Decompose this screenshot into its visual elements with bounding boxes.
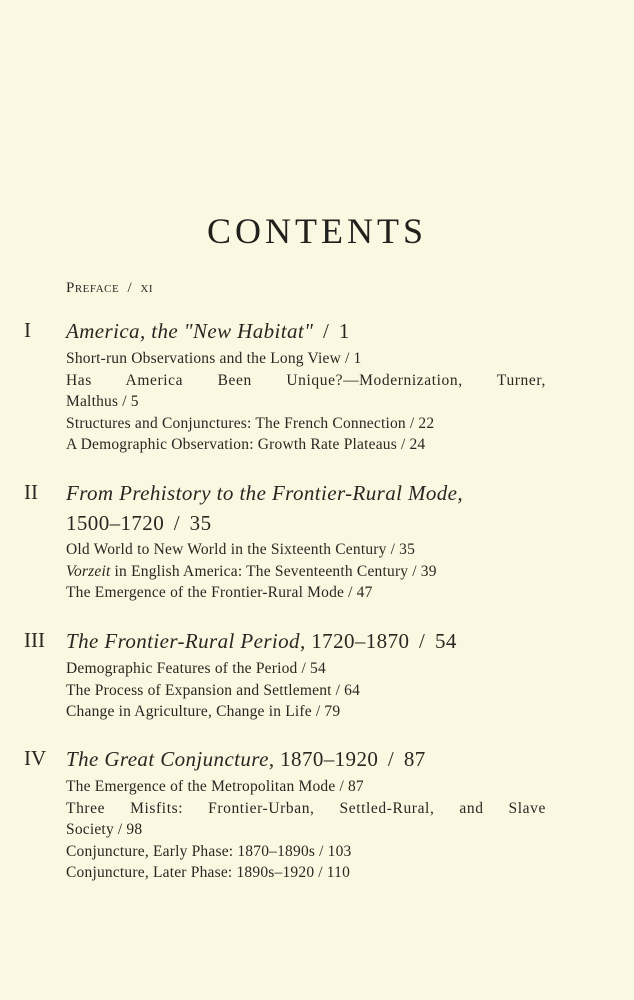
entry-page: 64 — [344, 681, 361, 699]
toc-entry — [66, 348, 546, 370]
chapter-entries — [66, 776, 546, 884]
page-separator: / — [301, 660, 306, 677]
entry-page: 24 — [409, 436, 426, 453]
page-separator: / — [323, 319, 330, 343]
chapter-entries — [66, 658, 546, 723]
chapter-heading — [66, 478, 546, 538]
entry-page: 47 — [356, 584, 373, 601]
entry-title: The Emergence of the Metropolitan Mode — [66, 778, 336, 795]
preface-entry — [66, 280, 153, 297]
preface-page: xi — [140, 280, 153, 296]
chapter-dates: 1870–1920 — [280, 747, 379, 771]
toc-entry — [66, 862, 546, 884]
chapter-heading — [66, 626, 546, 656]
entry-page: 79 — [324, 703, 341, 720]
page-separator: / — [409, 414, 415, 432]
toc-entry — [66, 776, 546, 798]
entry-title-continued: Malthus — [66, 393, 119, 410]
entry-page: 22 — [418, 414, 435, 432]
page-separator: / — [122, 393, 127, 410]
toc-entry — [66, 680, 546, 702]
entry-title: The Process of Expansion and Settlement — [66, 681, 332, 699]
entry-page: 110 — [326, 864, 351, 881]
entry-title: Old World to New World in the Sixteenth Century — [66, 541, 387, 558]
page-separator: / — [344, 350, 350, 367]
chapter-title: From Prehistory to the Frontier-Rural Mode, — [66, 481, 464, 505]
entry-title: Conjuncture, Later Phase: 1890s–1920 — [66, 864, 315, 881]
toc-entry — [66, 841, 546, 863]
entry-page: 35 — [399, 541, 416, 558]
entry-title: Demographic Features of the Period — [66, 660, 298, 677]
chapter-entries — [66, 539, 546, 604]
page-separator: / — [318, 864, 323, 881]
chapter-dates: 1720–1870 — [311, 629, 410, 653]
preface-label: Preface — [66, 280, 120, 296]
chapter-numeral: II — [24, 480, 38, 504]
toc-entry — [66, 539, 546, 561]
chapter-title: America, the "New Habitat" — [66, 319, 314, 343]
chapter-numeral: III — [24, 628, 45, 652]
chapter-heading — [66, 316, 546, 346]
chapter-numeral: IV — [24, 746, 47, 770]
toc-entry — [66, 370, 546, 392]
chapter-page: 54 — [434, 629, 457, 653]
page-separator: / — [348, 584, 353, 601]
chapter-title: The Frontier-Rural Period, — [66, 629, 306, 653]
entry-title: in English America: The Seventeenth Century — [110, 562, 409, 580]
entry-title-italic: Vorzeit — [66, 562, 111, 580]
entry-page: 54 — [310, 660, 326, 677]
page-separator: / — [335, 681, 341, 699]
chapter-heading — [66, 744, 546, 774]
toc-entry-continued — [66, 391, 546, 413]
entry-title: Three Misfits: Frontier-Urban, Settled-Rural, and Slave — [66, 799, 546, 817]
entry-title-continued: Society — [66, 821, 114, 838]
entry-title: The Emergence of the Frontier-Rural Mode — [66, 584, 345, 601]
toc-entry — [66, 798, 546, 820]
toc-entry — [66, 582, 546, 604]
chapter-title-dates-line — [66, 508, 546, 538]
entry-page: 87 — [347, 778, 364, 795]
entry-title: A Demographic Observation: Growth Rate Plateaus — [66, 436, 397, 453]
entry-page: 5 — [130, 393, 139, 410]
toc-entry-continued — [66, 819, 546, 841]
entry-page: 39 — [420, 562, 437, 580]
toc-entry — [66, 658, 546, 680]
page-title: CONTENTS — [207, 211, 427, 251]
page-separator: / — [339, 778, 344, 795]
toc-entry — [66, 434, 546, 456]
chapter-entries — [66, 348, 546, 456]
entry-page: 1 — [353, 350, 362, 367]
page-separator: / — [127, 280, 133, 296]
page-separator: / — [315, 703, 321, 720]
page-separator: / — [319, 842, 324, 860]
page-separator: / — [173, 511, 181, 535]
entry-title: Structures and Conjunctures: The French Connection — [66, 414, 406, 432]
chapter-page: 87 — [403, 747, 426, 771]
page-separator: / — [419, 629, 426, 653]
toc-entry — [66, 561, 546, 583]
chapter-numeral: I — [24, 318, 31, 342]
chapter-dates: 1500–1720 — [66, 511, 165, 535]
chapter-page: 1 — [338, 319, 350, 343]
toc-entry — [66, 413, 546, 435]
entry-title: Has America Been Unique?—Modernization, Turner, — [66, 371, 546, 389]
entry-title: Change in Agriculture, Change in Life — [66, 703, 312, 720]
entry-page: 98 — [126, 821, 143, 838]
page-separator: / — [387, 747, 395, 771]
page-separator: / — [390, 541, 396, 558]
entry-page: 103 — [327, 842, 352, 860]
chapter-title: The Great Conjuncture, — [66, 747, 275, 771]
chapter-page: 35 — [189, 511, 212, 535]
entry-title: Short-run Observations and the Long View — [66, 350, 341, 367]
page-separator: / — [117, 821, 123, 838]
toc-entry — [66, 701, 546, 723]
page-separator: / — [412, 562, 417, 580]
entry-title: Conjuncture, Early Phase: 1870–1890s — [66, 842, 316, 860]
page-separator: / — [400, 436, 406, 453]
